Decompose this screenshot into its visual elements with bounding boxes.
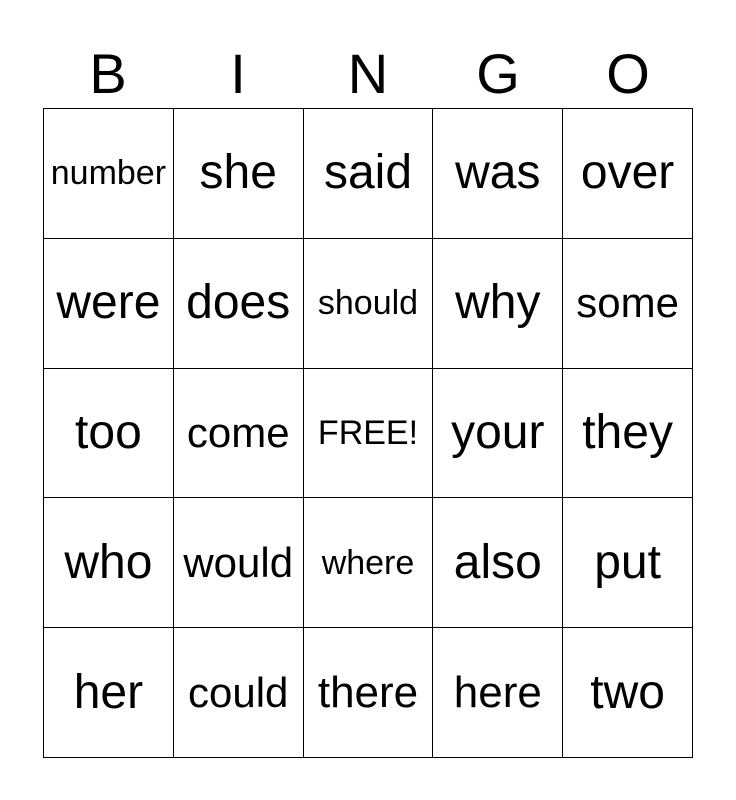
- bingo-cell[interactable]: who: [44, 498, 174, 628]
- header-letter-n: N: [347, 42, 389, 105]
- header-letter-g: G: [476, 42, 520, 105]
- header-letter-i: I: [230, 42, 246, 105]
- bingo-cell[interactable]: was: [433, 109, 563, 239]
- bingo-cell[interactable]: were: [44, 239, 174, 369]
- bingo-cell[interactable]: there: [304, 628, 434, 758]
- bingo-header: [43, 40, 693, 108]
- bingo-cell[interactable]: some: [563, 239, 693, 369]
- bingo-cell[interactable]: would: [174, 498, 304, 628]
- bingo-cell[interactable]: over: [563, 109, 693, 239]
- bingo-cell[interactable]: where: [304, 498, 434, 628]
- bingo-cell[interactable]: number: [44, 109, 174, 239]
- bingo-cell[interactable]: come: [174, 369, 304, 499]
- bingo-cell[interactable]: also: [433, 498, 563, 628]
- bingo-cell[interactable]: your: [433, 369, 563, 499]
- bingo-cell[interactable]: they: [563, 369, 693, 499]
- header-letter-o: O: [606, 42, 650, 105]
- bingo-cell[interactable]: could: [174, 628, 304, 758]
- bingo-cell[interactable]: too: [44, 369, 174, 499]
- bingo-cell[interactable]: her: [44, 628, 174, 758]
- bingo-cell[interactable]: why: [433, 239, 563, 369]
- bingo-cell[interactable]: here: [433, 628, 563, 758]
- bingo-cell[interactable]: put: [563, 498, 693, 628]
- free-space-cell[interactable]: FREE!: [304, 369, 434, 499]
- bingo-cell[interactable]: should: [304, 239, 434, 369]
- bingo-cell[interactable]: she: [174, 109, 304, 239]
- bingo-cell[interactable]: two: [563, 628, 693, 758]
- bingo-cell[interactable]: does: [174, 239, 304, 369]
- bingo-card-grid: [43, 108, 693, 758]
- header-letter-b: B: [89, 42, 127, 105]
- bingo-cell[interactable]: said: [304, 109, 434, 239]
